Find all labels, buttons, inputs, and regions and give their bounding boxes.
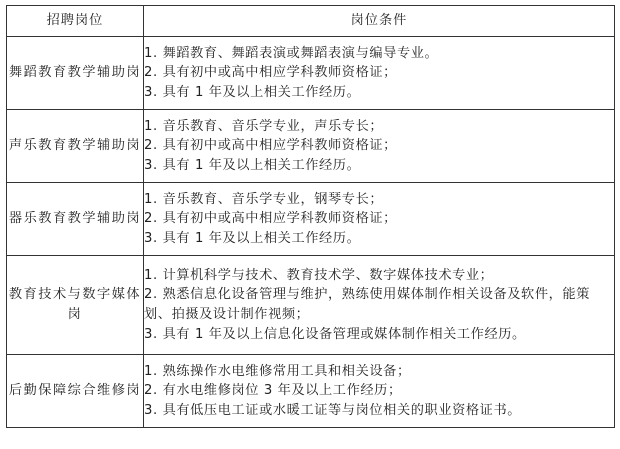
table-row (7, 183, 615, 256)
condition-line: 2. 有水电维修岗位 3 年及以上工作经历； (144, 383, 402, 399)
post-name: 后勤保障综合维修岗 (7, 355, 144, 428)
post-conditions (144, 183, 615, 256)
table-row (7, 110, 615, 183)
post-conditions (144, 37, 615, 110)
condition-line: 3. 具有低压电工证或水暖工证等与岗位相关的职业资格证书。 (144, 402, 522, 418)
condition-line: 3. 具有 1 年及以上相关工作经历。 (144, 230, 361, 246)
post-name: 教育技术与数字媒体岗 (7, 256, 144, 355)
post-name: 声乐教育教学辅助岗 (7, 110, 144, 183)
condition-line: 2. 熟悉信息化设备管理与维护，熟练使用媒体制作相关设备及软件，能策划、拍摄及设计制作视频； (144, 287, 590, 322)
condition-line: 3. 具有 1 年及以上信息化设备管理或媒体制作相关工作经历。 (144, 326, 526, 342)
condition-line: 3. 具有 1 年及以上相关工作经历。 (144, 157, 361, 173)
condition-line: 1. 舞蹈教育、舞蹈表演或舞蹈表演与编导专业。 (144, 45, 439, 61)
recruitment-table (6, 5, 615, 428)
table-row (7, 37, 615, 110)
condition-line: 1. 熟练操作水电维修常用工具和相关设备； (144, 363, 411, 379)
condition-line: 1. 音乐教育、音乐学专业，钢琴专长； (144, 191, 384, 207)
header-post: 招聘岗位 (7, 6, 144, 37)
post-conditions (144, 355, 615, 428)
condition-line: 2. 具有初中或高中相应学科教师资格证； (144, 138, 397, 154)
post-conditions (144, 256, 615, 355)
post-conditions (144, 110, 615, 183)
condition-line: 2. 具有初中或高中相应学科教师资格证； (144, 211, 397, 227)
condition-line: 1. 计算机科学与技术、教育技术学、数字媒体技术专业； (144, 267, 494, 283)
condition-line: 1. 音乐教育、音乐学专业，声乐专长； (144, 118, 384, 134)
header-conditions: 岗位条件 (144, 6, 615, 37)
condition-line: 2. 具有初中或高中相应学科教师资格证； (144, 65, 397, 81)
table-row (7, 355, 615, 428)
post-name: 器乐教育教学辅助岗 (7, 183, 144, 256)
table-row (7, 256, 615, 355)
post-name: 舞蹈教育教学辅助岗 (7, 37, 144, 110)
condition-line: 3. 具有 1 年及以上相关工作经历。 (144, 84, 361, 100)
table-header-row (7, 6, 615, 37)
